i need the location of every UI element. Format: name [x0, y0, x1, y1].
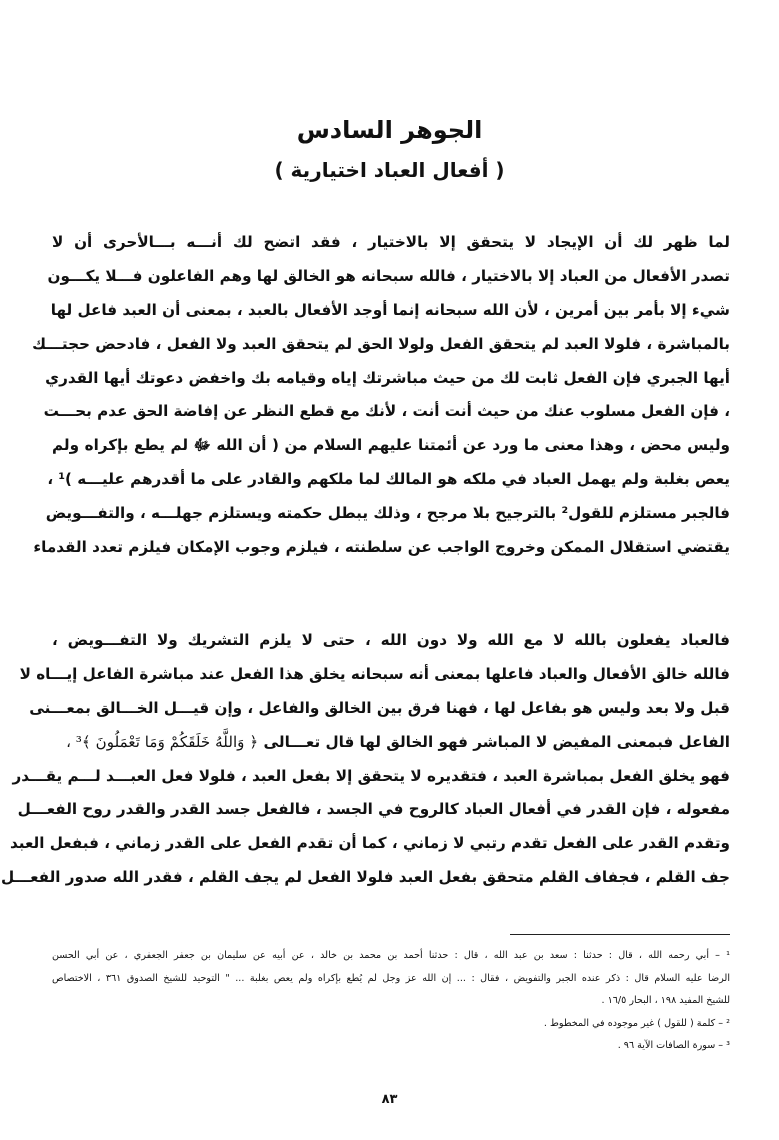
- paragraph-2: [0, 624, 730, 895]
- footnotes: [52, 945, 730, 1058]
- text-line-with-verse: [52, 726, 730, 760]
- quran-verse: ﴿ وَاللَّهُ خَلَقَكُمْ وَمَا تَعْمَلُونَ ﴾³ ،: [66, 732, 259, 751]
- text-line: مفعوله ، فإن القدر في أفعال العباد كالروح في الجسد ، فالفعل جسد القدر والقدر روح الفعـــل: [17, 800, 730, 819]
- chapter-title: الجوهر السادس: [296, 116, 483, 144]
- text-line: ، فإن الفعل مسلوب عنك من حيث أنت أنت ، لأنك مع قطع النظر عن إفاضة الحق عدم بحـــت: [43, 402, 730, 421]
- footnote-line: ³ – سورة الصافات الآية ٩٦ .: [617, 1040, 730, 1051]
- page-number: ٨٣: [381, 1092, 398, 1107]
- text-line: فهو يخلق الفعل بمباشرة العبد ، فتقديره لا يتحقق إلا بفعل العبد ، فلولا فعل العبـــد لـــم يقـــدر: [12, 766, 730, 785]
- text-line: أيها الجبري فإن الفعل ثابت لك من حيث مباشرتك إياه وقيامه بك واخفض دعوتك أيها القدري: [45, 368, 730, 387]
- text-line: وليس محض ، وهذا معنى ما ورد عن أئمتنا عليهم السلام من ( أن الله ﷻ لم يطع بإكراه ولم: [52, 436, 730, 455]
- text-line: يعص بغلبة ولم يهمل العباد في ملكه هو المالك لما ملكهم والقادر على ما أقدرهم عليـــه )¹ ،: [47, 470, 730, 489]
- text-line: لما ظهر لك أن الإيجاد لا يتحقق إلا بالاختيار ، فقد اتضح لك أنـــه بـــالأحرى أن لا: [52, 233, 730, 251]
- text-line: فالله خالق الأفعال والعباد فاعلها بمعنى أنه سبحانه يخلق هذا الفعل عند مباشرة الفاعل إيـــاه لا: [19, 664, 730, 683]
- text-line: فالعباد يفعلون بالله لا مع الله ولا دون الله ، حتى لا يلزم التشريك ولا التفـــويض ،: [52, 631, 730, 649]
- footnote-line: للشيخ المفيد ١٩٨ ، البحار ١٦/٥ .: [601, 995, 730, 1006]
- text-line: تصدر الأفعال من العباد إلا بالاختيار ، فالله سبحانه هو الخالق لها وهم الفاعلون فـــلا يكـــون: [47, 266, 730, 285]
- text-line: بالمباشرة ، فلولا العبد لم يتحقق الفعل ولولا الحق لم يتحقق العبد ولا الفعل ، فادحض حجتـــك: [32, 334, 730, 353]
- text-line: قبل ولا بعد وليس هو بفاعل لها ، فهنا فرق بين الخالق والفاعل ، وإن قيـــل الخـــالق بمعـــنى: [29, 698, 730, 717]
- text-line: وتقدم القدر على الفعل تقدم رتبي لا زماني ، كما أن تقدم الفعل على القدر زماني ، فبفعل العبد: [10, 834, 730, 853]
- text-line: جف القلم ، فجفاف القلم متحقق بفعل العبد فلولا الفعل لم يجف القلم ، فقدر الله صدور الفعـــل: [0, 868, 730, 887]
- text-line: شيء إلا بأمر بين أمرين ، لأن الله سبحانه إنما أوجد الأفعال بالعبد ، بمعنى أن العبد فاعل لها: [50, 300, 730, 319]
- text-line: يقتضي استقلال الممكن وخروج الواجب عن سلطنته ، فيلزم وجوب الإمكان فيلزم تعدد القدماء: [33, 538, 730, 557]
- footnote-separator: [510, 934, 730, 935]
- text-line: فالجبر مستلزم للقول² بالترجيح بلا مرجح ، وذلك يبطل حكمته ويستلزم جهلـــه ، والتفـــويض: [45, 504, 730, 523]
- footnote-line: ¹ – أبي رحمه الله ، قال : حدثنا : سعد بن عبد الله ، قال : حدثنا أحمد بن محمد بن خالد ، عن أبيه عن سليمان بن جعفر الجعفري ، عن أبي الحسن: [52, 950, 730, 961]
- footnote-line: الرضا عليه السلام قال : ذكر عنده الجبر والتفويض ، فقال : ... إن الله عز وجل لم يُطع بإكراه ولم يعص بغلبة ... " التوحيد للشيخ الصدوق ٣٦١ ، الاختصاص: [52, 972, 730, 984]
- text-segment: الفاعل فبمعنى المفيض لا المباشر فهو الخالق لها قال تعـــالى: [263, 732, 730, 751]
- chapter-subtitle: ( أفعال العباد اختيارية ): [274, 158, 505, 182]
- footnote-line: ² – كلمة ( للقول ) غير موجوده في المخطوط .: [543, 1017, 730, 1029]
- paragraph-1: [32, 226, 730, 565]
